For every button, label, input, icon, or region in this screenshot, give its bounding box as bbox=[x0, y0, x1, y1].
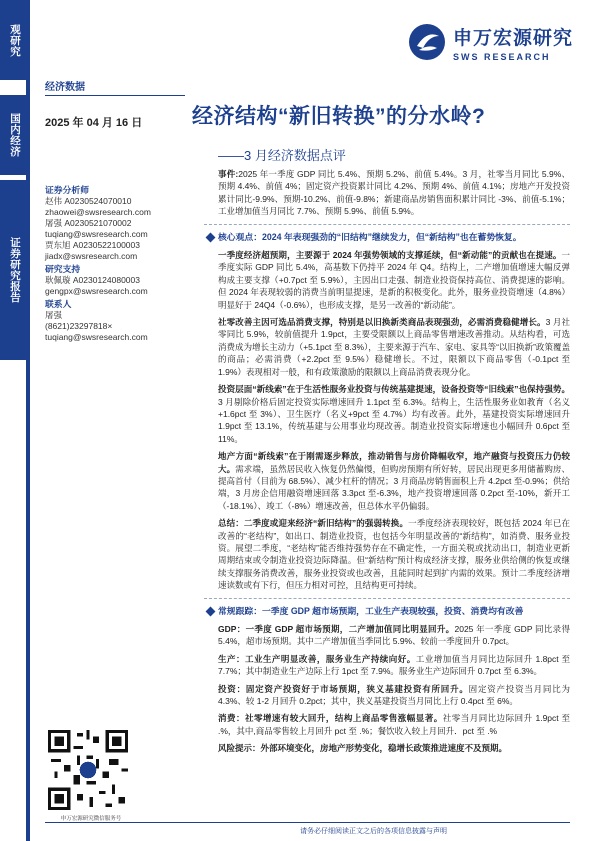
tracking-gdp bbox=[218, 623, 570, 648]
core-paragraph-4-lead: 地产方面“新线索”在于刚需逐步释放，推动销售与房价降幅收窄，地产融资与投资压力仍较大。 bbox=[218, 451, 570, 474]
core-paragraph-1-text: 一季度实际 GDP 同比 5.4%，高基数下仍持平 2024 年 Q4。结构上，二产增加值增速大幅反弹构成主要支撑（+0.7pct 至 5.9%），主因出口走强、制造业投资保持高位、消费提速的影响。但 2024 年表现较弱的消费当前明显提速，是新的积极变化。此外，服务业投资增速（4.8%）明显好于 24Q4（-0.6%），也形成支撑，是另一改善的“新动能”。 bbox=[218, 250, 570, 310]
analyst-email[interactable]: gengpx@swsresearch.com bbox=[45, 286, 148, 296]
tracking-consumption-lead: 消费：社零增速有较大回升，结构上商品零售涨幅显著。 bbox=[218, 713, 443, 724]
sidebar-tag-report-type: 证券研究报告 bbox=[0, 180, 30, 360]
footer-disclaimer[interactable]: 请务必仔细阅读正文之后的各项信息披露与声明 bbox=[300, 828, 447, 835]
tracking-production-text: 工业增加值当月同比边际回升 1.8pct 至 7.7%；其中制造业生产边际上行 1pct 至 7.9%。服务业生产边际回升 0.7pct 至 6.3%。 bbox=[218, 653, 570, 677]
risk-warning-text: 风险提示：外部环境变化，房地产形势变化，稳增长政策推进速度不及预期。 bbox=[218, 743, 508, 754]
diamond-bullet-icon bbox=[206, 606, 216, 616]
tracking-gdp-lead: GDP：一季度 GDP 超市场预期，二产增加值同比明显回升。 bbox=[218, 624, 455, 634]
core-paragraph-4-text: 需求端，虽然居民收入恢复仍然偏慢，但购房预期有所好转，居民出现更多用储蓄购房、提高首付（目前为 68.5%）、减少杠杆的情况；3 月商品房销售面积上升 4.2pct 至-0.9%；供给端，3 月房企信用融资增速回落 3.3pct 至-6.3%，地产投资增速回落 0.2pct 至-10%，新开工（-18.1%）、竣工（-8%）增速改善，但总体水平仍偏弱。 bbox=[218, 463, 570, 511]
risk-warning bbox=[218, 742, 570, 754]
report-date: 2025 年 04 月 16 日 bbox=[45, 117, 143, 129]
analyst-line: 屠强 A0230521070002 bbox=[45, 218, 132, 228]
core-paragraph-5-text: 一季度经济表现较好，既包括 2024 年已在改善的“老结构”，如出口、制造业投资，也包括今年明显改善的“新结构”，如消费、服务业投资。展望二季度，“老结构”能否维持强势存在不确定性，一方面关税或扰动出口，制造业更新周期结束或令制造业投资边际降温。但“新结构”预计构成经济支撑，服务业供给侧的恢复或继续支撑服务消费改善，服务业投资或也改善，且能同时起到扩内需的效果。预计二季度经济增速读数或有下行，但压力相对可控，且结构更可持续。 bbox=[218, 518, 570, 591]
section-label: 经济数据 bbox=[45, 78, 185, 96]
qr-code-icon bbox=[48, 730, 128, 810]
analyst-email[interactable]: zhaowei@swsresearch.com bbox=[45, 207, 151, 217]
divider bbox=[204, 224, 570, 225]
contact-name: 屠强 bbox=[45, 310, 63, 320]
sidebar-tag-top: 观研究 bbox=[0, 0, 30, 80]
tracking-consumption-text: 社零当月同比边际回升 1.9pct 至 .%，其中,商品零售较上月回升 pct 至 .%；餐饮收入较上月回升．pct 至 .% bbox=[218, 713, 570, 736]
sidebar-tag-category: 国内经济 bbox=[0, 95, 30, 175]
report-title: 经济结构“新旧转换”的分水岭? bbox=[192, 105, 486, 128]
core-paragraph-2-text: 3 月社零同比 5.9%，较前值提升 1.9pct，主要受限额以上商品零售增速改善推动。从结构看，可选消费成为增长主动力（+5.1pct 至 8.3%），主要来源于汽车、家电、家具等“以旧换新”政策覆盖的商品；必需消费（+2.2pct 至 9.5%）稳健增长。不过，限额以下商品零售（-0.1pct 至 1.9%）表现相对一般，和有政策激励的限额以上商品消费表现分化。 bbox=[218, 317, 570, 377]
analyst-line: 耿佩璇 A0230124080003 bbox=[45, 275, 140, 285]
events-paragraph bbox=[218, 168, 570, 218]
contact-phone: (8621)23297818× bbox=[45, 321, 113, 331]
tracking-investment-lead: 投资：固定资产投资好于市场预期，狭义基建投资有所回升。 bbox=[218, 683, 469, 694]
tracking-production-lead: 生产：工业生产明显改善，服务业生产持续向好。 bbox=[218, 653, 416, 664]
core-paragraph-3-lead: 投资层面“新线索”在于生活性服务业投资与传统基建提速，设备投资等“旧线索”也保持强势。 bbox=[218, 384, 570, 395]
core-paragraph-4 bbox=[218, 450, 570, 512]
events-label: 事件: bbox=[218, 169, 239, 179]
research-support-heading: 研究支持 bbox=[45, 264, 81, 274]
core-paragraph-3 bbox=[218, 383, 570, 445]
tracking-investment-text: 固定资产投资当月同比为 4.3%、较 1-2 月回升 0.2pct；其中，狭义基建投资当月同比上行 0.4pct 至 6%。 bbox=[218, 683, 570, 707]
contact-email[interactable]: tuqiang@swsresearch.com bbox=[45, 332, 148, 342]
core-view-heading-text: 核心观点：2024 年表现强劲的“旧结构”继续发力，但“新结构”也在蓄势恢复。 bbox=[218, 231, 522, 242]
events-text: 2025 年一季度 GDP 同比 5.4%、预期 5.2%、前值 5.4%。3 月，社零当月同比 5.9%、预期 4.4%、前值 4%；固定资产投资累计同比 4.2%、预期 4%、前值 4.1%；房地产开发投资累计同比-9.9%、预期-10.2%、前值-9.8%；新建商品房销售面积累计同比 -3%、前值-5.1%；工业增加值当月同比 7.7%、预期 5.9%、前值 5.9%。 bbox=[218, 169, 570, 217]
core-paragraph-1 bbox=[218, 249, 570, 311]
diamond-bullet-icon bbox=[206, 232, 216, 242]
tracking-investment bbox=[218, 683, 570, 708]
core-paragraph-1-lead: 一季度经济超预期，主要源于 2024 年强势领域的支撑延续，但“新动能”的贡献也在提速。 bbox=[218, 250, 562, 261]
analyst-line: 赵伟 A0230524070010 bbox=[45, 196, 132, 206]
analyst-email[interactable]: tuqiang@swsresearch.com bbox=[45, 229, 148, 239]
tracking-production bbox=[218, 653, 570, 678]
tracking-heading bbox=[204, 605, 570, 617]
analyst-panel bbox=[45, 185, 190, 343]
tracking-consumption bbox=[218, 712, 570, 737]
core-paragraph-3-text: 3 月剔除价格后固定投资实际增速回升 1.1pct 至 6.3%。结构上，生活性服务业如教育（名义+1.6pct 至 3%）、卫生医疗（名义+9pct 至 4.7%）均有改善。此外，基建投资实际增速回升 1.9pct 至 13.1%，传统基建与公用事业均现改善。制造业投资实际增速也小幅回升 0.6pct 至 11%。 bbox=[218, 396, 570, 444]
core-paragraph-5-lead: 总结：二季度或迎来经济“新旧结构”的强弱转换。 bbox=[218, 518, 409, 529]
report-body bbox=[218, 168, 570, 760]
core-paragraph-2-lead: 社零改善主因可选品消费支撑，特别是以旧换新类商品表现强劲，必需消费稳健增长。 bbox=[218, 317, 546, 328]
core-view-heading bbox=[204, 231, 570, 243]
qr-caption: 申万宏源研究微信服务号 bbox=[60, 816, 122, 822]
analyst-heading: 证券分析师 bbox=[45, 185, 89, 195]
core-paragraph-2 bbox=[218, 316, 570, 378]
footer-divider bbox=[45, 822, 570, 823]
analyst-line: 贾东旭 A0230522100003 bbox=[45, 240, 140, 250]
brand-name-cn: 申万宏源研究 bbox=[452, 27, 573, 49]
brand-logo bbox=[407, 22, 573, 62]
report-subtitle: ——3 月经济数据点评 bbox=[218, 148, 346, 163]
logo-mark-icon bbox=[407, 22, 447, 62]
analyst-email[interactable]: jiadx@swsresearch.com bbox=[45, 251, 138, 261]
tracking-heading-text: 常规跟踪：一季度 GDP 超市场预期，工业生产表现较强，投资、消费均有改善 bbox=[218, 605, 524, 616]
sidebar bbox=[0, 0, 30, 841]
divider bbox=[204, 598, 570, 599]
core-paragraph-5 bbox=[218, 517, 570, 591]
contact-heading: 联系人 bbox=[45, 299, 72, 309]
tracking-gdp-text: 2025 年一季度 GDP 同比录得 5.4%，超市场预期。其中二产增加值当季同比 5.9%、较前一季度回升 0.7pct。 bbox=[218, 624, 570, 647]
brand-name-en: SWS RESEARCH bbox=[452, 51, 551, 62]
